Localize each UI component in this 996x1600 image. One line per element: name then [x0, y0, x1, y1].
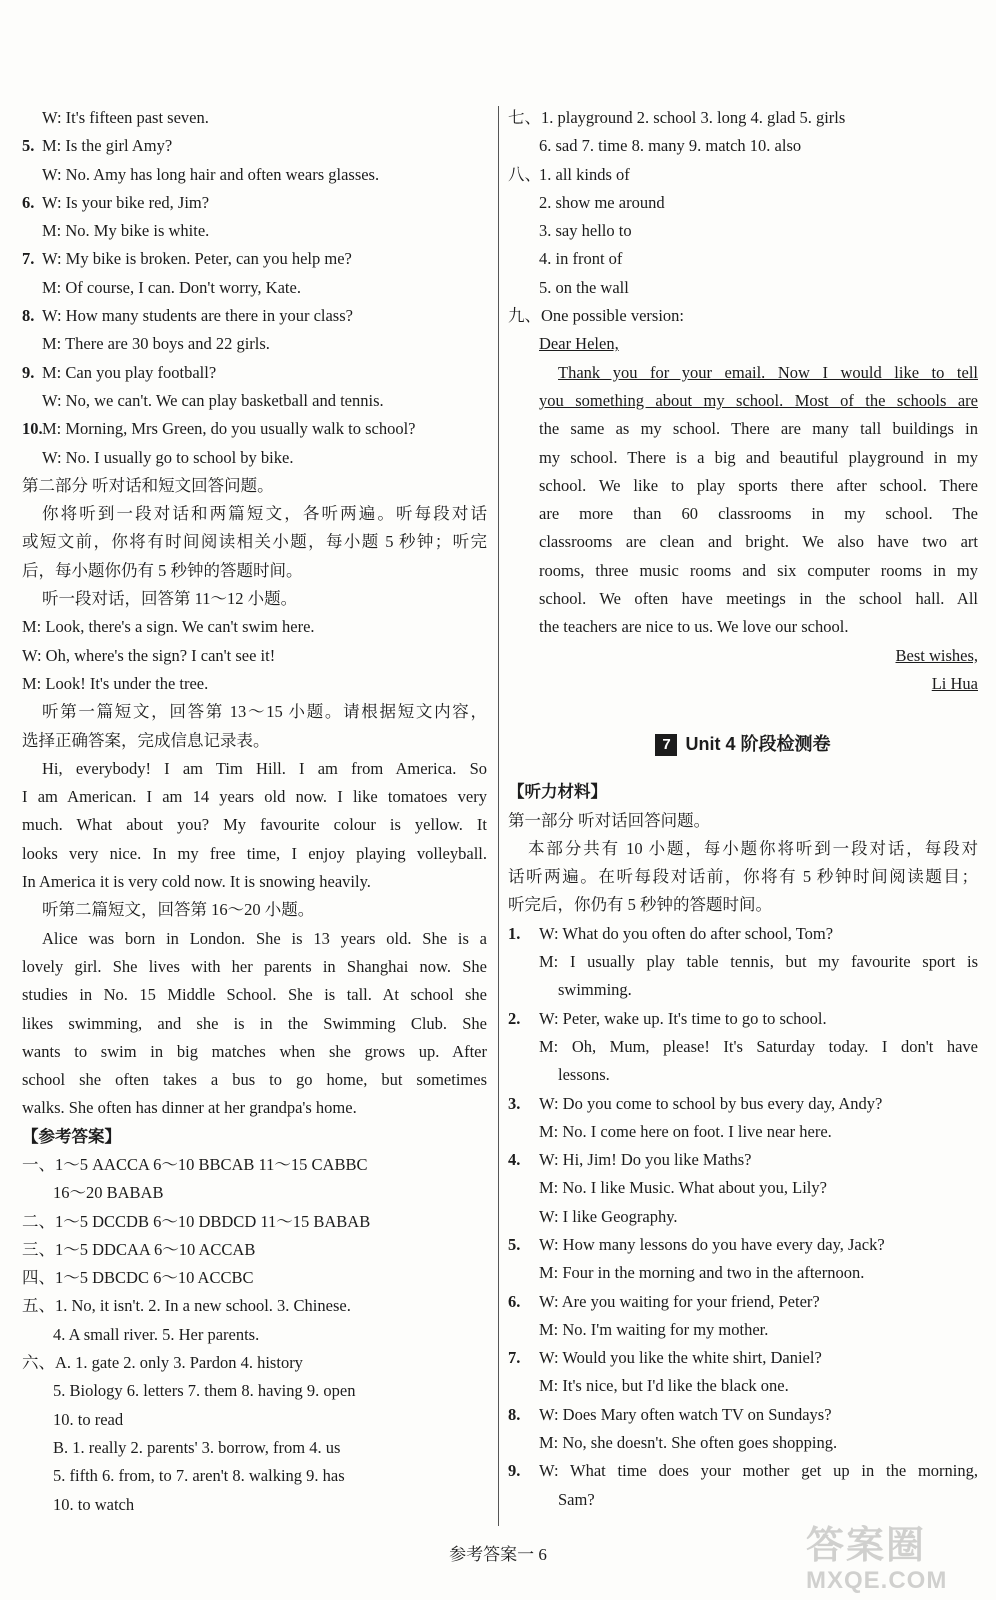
question-number: 8.: [508, 1404, 521, 1424]
speaker-line: M: No. I'm waiting for my mother.: [539, 1319, 769, 1339]
letter-line: are more than 60 classrooms in my school. The: [539, 504, 978, 524]
question-9: [22, 359, 487, 387]
question-number: 6.: [508, 1291, 521, 1311]
letter-line: the same as my school. There are many tall buildings in: [539, 419, 978, 439]
answer-line: 2. show me around: [539, 192, 665, 212]
letter-line: my school. There is a big and beautiful playground in my: [539, 447, 978, 467]
letter-closing: [508, 642, 978, 670]
question-number: 1.: [508, 923, 521, 943]
speaker-line: M: No. I come here on foot. I live near here.: [539, 1121, 832, 1141]
speaker-line: lessons.: [558, 1065, 610, 1085]
speaker-line: M: There are 30 boys and 22 girls.: [42, 334, 270, 354]
instruction-line: 听一段对话，回答第 11～12 小题。: [42, 589, 298, 609]
answer-line: [508, 161, 978, 189]
answer-line: 3. say hello to: [539, 221, 632, 241]
passage-line: likes swimming, and she is in the Swimming Club. She: [22, 1013, 487, 1033]
underlined-phrase: you something about my school. Most of the schools are: [539, 390, 978, 410]
speaker-line: M: No, she doesn't. She often goes shopping.: [539, 1433, 838, 1453]
passage-line: lovely girl. She lives with her parents in Shanghai now. She: [22, 956, 487, 976]
page-footer: 参考答案一 6: [449, 1545, 547, 1564]
unit-heading: [508, 720, 978, 768]
signature-text: Li Hua: [931, 673, 978, 693]
question-7: [508, 1344, 978, 1372]
question-4: [508, 1146, 978, 1174]
speaker-line: M: Morning, Mrs Green, do you usually walk to school?: [42, 419, 416, 439]
question-10: [22, 415, 487, 443]
answer-line: 六、A. 1. gate 2. only 3. Pardon 4. history: [22, 1353, 303, 1373]
answer-line: 4. in front of: [539, 249, 623, 269]
answer-line: B. 1. really 2. parents' 3. borrow, from 4. us: [53, 1437, 341, 1457]
speaker-line: W: Hi, Jim! Do you like Maths?: [539, 1150, 752, 1170]
speaker-line: W: What time does your mother get up in the morning,: [539, 1461, 978, 1481]
question-7: [22, 245, 487, 273]
question-number: 2.: [508, 1008, 521, 1028]
passage-line: much. What about you? My favourite colour is yellow. It: [22, 815, 487, 835]
passage-line: looks very nice. In my free time, I enjoy playing volleyball.: [22, 843, 487, 863]
instruction-line: 选择正确答案，完成信息记录表。: [22, 730, 270, 750]
question-3: [508, 1090, 978, 1118]
instruction-line: 听第二篇短文，回答第 16～20 小题。: [42, 900, 315, 920]
dialog-line: M: Look! It's under the tree.: [22, 673, 209, 693]
speaker-line: M: Is the girl Amy?: [42, 136, 173, 156]
speaker-line: M: No. My bike is white.: [42, 221, 210, 241]
instruction-line: 后，每小题你仍有 5 秒钟的答题时间。: [22, 560, 303, 580]
answer-line: 4. A small river. 5. Her parents.: [53, 1324, 260, 1344]
instruction-line: 听第一篇短文，回答第 13～15 小题。请根据短文内容，: [42, 702, 487, 722]
answer-line: 10. to watch: [53, 1494, 135, 1514]
speaker-line: Sam?: [558, 1489, 595, 1509]
instruction-line: 话听两遍。在听每段对话前，你将有 5 秒钟时间阅读题目；: [508, 867, 978, 887]
left-column: [22, 104, 487, 1519]
question-number: 4.: [508, 1150, 521, 1170]
question-8: [22, 302, 487, 330]
question-number: 10.: [22, 419, 43, 439]
letter-signature: [508, 670, 978, 698]
right-column: [508, 104, 978, 1514]
speaker-line: W: How many lessons do you have every day, Jack?: [539, 1234, 885, 1254]
question-number: 5.: [508, 1234, 521, 1254]
question-9: [508, 1457, 978, 1485]
passage-line: school she often takes a bus to go home, but sometimes: [22, 1070, 487, 1090]
instruction-line: 听完后，你仍有 5 秒钟的答题时间。: [508, 895, 772, 915]
column-divider: [498, 106, 499, 1526]
question-number: 9.: [22, 362, 35, 382]
section-label: 八、: [508, 164, 541, 184]
letter-line: rooms, three music rooms and six computer rooms in my: [539, 560, 978, 580]
speaker-line: W: Peter, wake up. It's time to go to school.: [539, 1008, 827, 1028]
text-line: W: It's fifteen past seven.: [42, 108, 209, 127]
speaker-line: W: Does Mary often watch TV on Sundays?: [539, 1404, 832, 1424]
section-heading: 第二部分 听对话和短文回答问题。: [22, 475, 274, 495]
question-number: 3.: [508, 1093, 521, 1113]
speaker-line: M: Oh, Mum, please! It's Saturday today. I don't have: [539, 1036, 978, 1056]
answer-key-heading: 【参考答案】: [22, 1126, 121, 1146]
speaker-line: M: I usually play table tennis, but my favourite sport is: [539, 952, 978, 972]
answer-line: 二、1～5 DCCDB 6～10 DBDCD 11～15 BABAB: [22, 1211, 371, 1231]
question-5: [22, 132, 487, 160]
salutation-text: Dear Helen,: [539, 334, 619, 354]
site-watermark: [806, 1525, 976, 1597]
speaker-line: W: What do you often do after school, Tom?: [539, 923, 834, 943]
section-heading: 第一部分 听对话回答问题。: [508, 810, 711, 830]
speaker-line: W: Is your bike red, Jim?: [42, 192, 210, 212]
speaker-line: W: I like Geography.: [539, 1206, 678, 1226]
spacer: [508, 698, 978, 720]
instruction-line: 或短文前，你将有时间阅读相关小题，每小题 5 秒钟；听完: [22, 532, 487, 552]
question-6: [508, 1288, 978, 1316]
closing-text: Best wishes,: [895, 645, 978, 665]
question-number: 9.: [508, 1461, 521, 1481]
answer-line: 5. on the wall: [539, 277, 629, 297]
speaker-line: W: No. I usually go to school by bike.: [42, 447, 294, 467]
question-number: 7.: [22, 249, 35, 269]
letter-line: school. We like to play sports there after school. There: [539, 475, 978, 495]
unit-title-text: Unit 4 阶段检测卷: [685, 734, 831, 755]
question-8: [508, 1401, 978, 1429]
watermark-url: MXQE.COM: [806, 1567, 948, 1594]
answer-line: 五、1. No, it isn't. 2. In a new school. 3. Chinese.: [22, 1296, 351, 1316]
answer-line: 6. sad 7. time 8. many 9. match 10. also: [539, 136, 802, 156]
answer-line: 16～20 BABAB: [53, 1183, 164, 1203]
speaker-line: M: It's nice, but I'd like the black one.: [539, 1376, 789, 1396]
passage-line: walks. She often has dinner at her grandpa's home.: [22, 1098, 357, 1118]
question-5: [508, 1231, 978, 1259]
letter-line: classrooms are clean and bright. We also have two art: [539, 532, 978, 552]
watermark-logo-text: 答案圈: [806, 1525, 927, 1567]
passage-line: studies in No. 15 Middle School. She is tall. At school she: [22, 985, 487, 1005]
letter-salutation: [508, 330, 978, 358]
speaker-line: W: Do you come to school by bus every day, Andy?: [539, 1093, 883, 1113]
letter-line: the teachers are nice to us. We love our school.: [539, 617, 849, 637]
question-1: [508, 920, 978, 948]
question-number: 5.: [22, 136, 35, 156]
dialog-line: W: Oh, where's the sign? I can't see it!: [22, 645, 276, 665]
letter-line: [508, 387, 978, 415]
dialog-line: M: Look, there's a sign. We can't swim here.: [22, 617, 315, 637]
answer-text: 1. all kinds of: [539, 164, 630, 184]
spacer: [508, 768, 978, 778]
answer-line: 5. Biology 6. letters 7. them 8. having 9. open: [53, 1381, 356, 1401]
answer-line: 四、1～5 DBCDC 6～10 ACCBC: [22, 1268, 254, 1288]
speaker-line: W: My bike is broken. Peter, can you help me?: [42, 249, 352, 269]
material-heading: 【听力材料】: [508, 782, 607, 802]
speaker-line: W: No. Amy has long hair and often wears glasses.: [42, 164, 380, 184]
letter-line: school. We often have meetings in the school hall. All: [539, 589, 978, 609]
passage-line: I am American. I am 14 years old now. I like tomatoes very: [22, 787, 487, 807]
instruction-line: 你将听到一段对话和两篇短文，各听两遍。听每段对话: [42, 504, 487, 524]
answer-line: 三、1～5 DDCAA 6～10 ACCAB: [22, 1239, 256, 1259]
question-number: 8.: [22, 306, 35, 326]
answer-line: 5. fifth 6. from, to 7. aren't 8. walking 9. has: [53, 1466, 345, 1486]
passage-line: In America it is very cold now. It is snowing heavily.: [22, 872, 371, 892]
answer-line: 一、1～5 AACCA 6～10 BBCAB 11～15 CABBC: [22, 1154, 368, 1174]
speaker-line: swimming.: [558, 980, 632, 1000]
speaker-line: M: Can you play football?: [42, 362, 217, 382]
question-6: [22, 189, 487, 217]
speaker-line: M: Of course, I can. Don't worry, Kate.: [42, 277, 301, 297]
passage-line: Hi, everybody! I am Tim Hill. I am from America. So: [42, 758, 487, 778]
speaker-line: W: Are you waiting for your friend, Peter?: [539, 1291, 820, 1311]
question-2: [508, 1005, 978, 1033]
speaker-line: M: Four in the morning and two in the afternoon.: [539, 1263, 865, 1283]
passage-line: wants to swim in big matches when she grows up. After: [22, 1041, 487, 1061]
unit-number-badge: 7: [655, 734, 677, 756]
passage-line: Alice was born in London. She is 13 years old. She is a: [42, 928, 487, 948]
question-number: 6.: [22, 192, 35, 212]
speaker-line: W: No, we can't. We can play basketball and tennis.: [42, 390, 384, 410]
speaker-line: M: No. I like Music. What about you, Lily?: [539, 1178, 827, 1198]
answer-line: 九、One possible version:: [508, 306, 684, 326]
answer-line: 10. to read: [53, 1409, 124, 1429]
letter-line: Thank you for your email. Now I would like to tell: [558, 362, 978, 382]
answer-line: 七、1. playground 2. school 3. long 4. glad 5. girls: [508, 108, 846, 127]
instruction-line: 本部分共有 10 小题，每小题你将听到一段对话，每段对: [528, 838, 978, 858]
speaker-line: W: How many students are there in your class?: [42, 306, 353, 326]
speaker-line: W: Would you like the white shirt, Daniel?: [539, 1348, 822, 1368]
question-number: 7.: [508, 1348, 521, 1368]
